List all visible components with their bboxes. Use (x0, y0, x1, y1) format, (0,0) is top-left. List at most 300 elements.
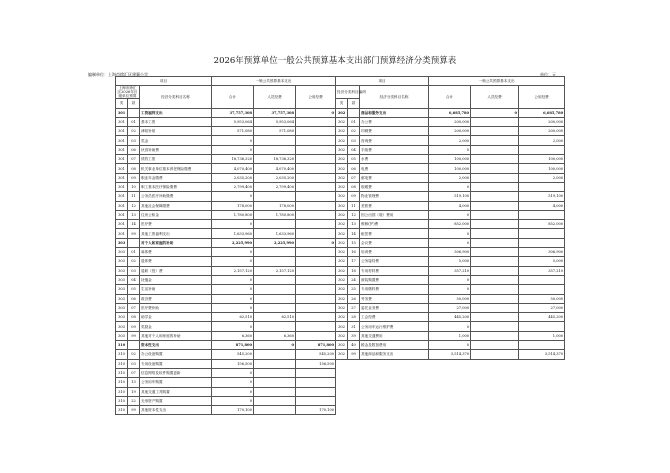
cell-left-5 (296, 229, 336, 238)
cell-right-3: 0 (429, 182, 471, 191)
cell-left-5 (296, 248, 336, 257)
table-row (116, 322, 565, 331)
cell-left-5 (296, 285, 336, 294)
cell-left-1: 10 (128, 182, 140, 191)
cell-right-4 (471, 192, 519, 201)
table-row (116, 331, 565, 340)
cell-right-1: 13 (348, 220, 360, 229)
cell-left-0: 301 (116, 136, 128, 145)
cell-right-3: 1,000 (429, 331, 471, 340)
cell-left-0: 301 (116, 201, 128, 210)
cell-right-2: 税金及附加费用 (360, 341, 429, 350)
cell-left-0: 303 (116, 266, 128, 275)
table-row (116, 210, 565, 219)
cell-left-4 (254, 350, 296, 359)
cell-left-5 (296, 387, 336, 396)
cell-right-4 (471, 173, 519, 182)
cell-right-3: 0 (429, 322, 471, 331)
cell-left-2: 办公设备购置 (140, 350, 212, 359)
header-econ-name-left: 经济分类科目名称 (140, 86, 212, 108)
cell-left-1: 03 (128, 266, 140, 275)
cell-left-5 (296, 155, 336, 164)
page-title: 2026年预算单位一般公共预算基本支出部门预算经济分类预算表 (213, 56, 457, 66)
cell-left-3: 0 (212, 257, 254, 266)
cell-right-1: 03 (348, 136, 360, 145)
cell-left-3: 0 (212, 145, 254, 154)
cell-right-2: 手续费 (360, 145, 429, 154)
cell-right-5: 100,000 (519, 164, 565, 173)
cell-left-3: 0 (212, 322, 254, 331)
table-row (116, 238, 565, 247)
table-row (116, 201, 565, 210)
cell-right-1: 08 (348, 182, 360, 191)
table-row (116, 220, 565, 229)
cell-right-2: 咨询费 (360, 136, 429, 145)
cell-right-1 (348, 108, 360, 117)
cell-left-0: 301 (116, 220, 128, 229)
cell-left-5 (296, 313, 336, 322)
cell-left-1: 07 (128, 368, 140, 377)
cell-left-5 (296, 145, 336, 154)
cell-left-1: 05 (128, 285, 140, 294)
cell-right-5: 3,514,370 (519, 350, 565, 359)
cell-right-4 (471, 322, 519, 331)
cell-right-1: 28 (348, 313, 360, 322)
cell-right-0: 302 (336, 341, 348, 350)
cell-right-5: 6,685,780 (519, 108, 565, 117)
cell-left-0: 303 (116, 285, 128, 294)
cell-left-5: 156,500 (296, 359, 336, 368)
cell-right-5: 27,000 (519, 303, 565, 312)
table-row (116, 182, 565, 191)
cell-right-3: 27,000 (429, 303, 471, 312)
cell-right-1: 02 (348, 127, 360, 136)
cell-right-3: 2,000 (429, 136, 471, 145)
cell-right-5 (519, 229, 565, 238)
table-row (116, 248, 565, 257)
cell-right-5 (519, 182, 565, 191)
cell-right-0: 302 (336, 220, 348, 229)
table-row (116, 387, 565, 396)
header-personnel-left: 人员经费 (254, 86, 296, 108)
cell-left-1: 07 (128, 155, 140, 164)
cell-left-5 (296, 117, 336, 126)
cell-left-5 (296, 294, 336, 303)
cell-left-0: 310 (116, 387, 128, 396)
cell-left-4 (254, 294, 296, 303)
cell-left-4 (254, 359, 296, 368)
cell-right-1: 39 (348, 331, 360, 340)
cell-left-4: 62,510 (254, 313, 296, 322)
cell-left-3: 0 (212, 220, 254, 229)
cell-right-5: 852,000 (519, 220, 565, 229)
cell-right-3: 0 (429, 275, 471, 284)
cell-right-4 (471, 294, 519, 303)
cell-right-1: 27 (348, 303, 360, 312)
cell-right-2: 工会经费 (360, 313, 429, 322)
cell-right-3: 0 (429, 210, 471, 219)
cell-left-0: 301 (116, 155, 128, 164)
cell-right-0: 302 (336, 155, 348, 164)
cell-right-1: 05 (348, 155, 360, 164)
header-econ-name-right: 经济分类科目名称 (360, 86, 429, 108)
cell-left-5: 0 (296, 238, 336, 247)
cell-left-1: 09 (128, 322, 140, 331)
cell-left-5 (296, 136, 336, 145)
table-row (116, 136, 565, 145)
currency-label: 单位：元 (540, 72, 556, 77)
cell-left-3: 0 (212, 396, 254, 405)
cell-right-5 (519, 210, 565, 219)
cell-left-1: 99 (128, 406, 140, 415)
header-total-right: 合计 (429, 86, 471, 108)
cell-right-0: 302 (336, 248, 348, 257)
cell-left-2: 奖励金 (140, 322, 212, 331)
table-row (116, 275, 565, 284)
cell-left-2: 其他工资福利支出 (140, 229, 212, 238)
cell-left-0: 303 (116, 331, 128, 340)
cell-right-4 (471, 155, 519, 164)
cell-right-1: 26 (348, 294, 360, 303)
cell-left-3: 6,360 (212, 331, 254, 340)
cell-right-0: 302 (336, 275, 348, 284)
cell-right-4 (471, 220, 519, 229)
cell-left-2: 职业年金缴费 (140, 173, 212, 182)
header-kuan-left: 款 (128, 99, 140, 108)
cell-left-2: 其他对个人和家庭的补助 (140, 331, 212, 340)
cell-left-3: 0 (212, 303, 254, 312)
cell-right-2: 邮电费 (360, 173, 429, 182)
cell-right-0: 302 (336, 322, 348, 331)
cell-left-3: 0 (212, 368, 254, 377)
cell-left-5: 545,200 (296, 350, 336, 359)
cell-left-3: 0 (212, 294, 254, 303)
cell-left-0: 301 (116, 229, 128, 238)
cell-left-3: 571,080 (212, 127, 254, 136)
cell-left-3: 156,500 (212, 359, 254, 368)
cell-right-1: 09 (348, 192, 360, 201)
cell-right-0: 302 (336, 294, 348, 303)
table-row (116, 378, 565, 387)
table-row (116, 350, 565, 359)
cell-left-3: 0 (212, 192, 254, 201)
cell-right-3: 0 (429, 238, 471, 247)
cell-right-3: 5,000 (429, 257, 471, 266)
cell-right-0: 302 (336, 136, 348, 145)
header-total-left: 合计 (212, 86, 254, 108)
cell-left-4 (254, 145, 296, 154)
cell-right-4 (471, 136, 519, 145)
cell-left-3: 2,225,990 (212, 238, 254, 247)
cell-right-4 (471, 127, 519, 136)
cell-right-2: 被装购置费 (360, 275, 429, 284)
cell-right-3: 306,900 (429, 248, 471, 257)
cell-right-1: 40 (348, 341, 360, 350)
cell-right-2: 公务接待费 (360, 257, 429, 266)
cell-left-4 (254, 285, 296, 294)
table-row (116, 257, 565, 266)
cell-left-5 (296, 173, 336, 182)
cell-right-1: 15 (348, 238, 360, 247)
cell-left-3: 5,953,064 (212, 117, 254, 126)
cell-left-5: 871,800 (296, 341, 336, 350)
cell-left-0: 301 (116, 173, 128, 182)
cell-left-2: 公务员医疗补助缴费 (140, 192, 212, 201)
cell-right-4 (471, 350, 519, 359)
cell-left-0: 310 (116, 396, 128, 405)
cell-right-1: 24 (348, 275, 360, 284)
cell-right-4 (471, 145, 519, 154)
cell-left-3: 178,000 (212, 201, 254, 210)
cell-left-4 (254, 248, 296, 257)
cell-right-4 (471, 164, 519, 173)
cell-right-4 (471, 210, 519, 219)
cell-left-0: 303 (116, 294, 128, 303)
cell-left-1: 08 (128, 313, 140, 322)
cell-right-5: 357,210 (519, 266, 565, 275)
cell-right-2: 培训费 (360, 248, 429, 257)
cell-right-3: 0 (429, 145, 471, 154)
cell-right-1: 18 (348, 266, 360, 275)
cell-left-1: 03 (128, 136, 140, 145)
cell-left-4 (254, 303, 296, 312)
cell-right-4 (471, 117, 519, 126)
header-row-2 (116, 86, 565, 99)
cell-left-0: 301 (116, 108, 128, 117)
table-row (116, 303, 565, 312)
header-lei-left: 类 (116, 99, 128, 108)
cell-right-0: 302 (336, 331, 348, 340)
cell-left-1: 13 (128, 210, 140, 219)
cell-right-0: 302 (336, 108, 348, 117)
cell-left-0: 303 (116, 275, 128, 284)
cell-right-3: 3,514,370 (429, 350, 471, 359)
cell-left-2: 信息网络及软件购置更新 (140, 368, 212, 377)
cell-left-5 (296, 322, 336, 331)
cell-left-2: 基本工资 (140, 117, 212, 126)
cell-right-1: 12 (348, 210, 360, 219)
cell-left-4: 1,780,800 (254, 210, 296, 219)
cell-right-0: 302 (336, 229, 348, 238)
cell-right-0: 302 (336, 201, 348, 210)
cell-left-1: 01 (128, 248, 140, 257)
cell-left-2: 离休费 (140, 248, 212, 257)
cell-left-5 (296, 368, 336, 377)
cell-right-2: 差旅费 (360, 201, 429, 210)
cell-left-1: 02 (128, 350, 140, 359)
header-lei-right: 类 (336, 99, 348, 108)
cell-right-2: 电费 (360, 164, 429, 173)
cell-right-0: 302 (336, 266, 348, 275)
cell-right-5: 1,000 (519, 331, 565, 340)
table-row (116, 359, 565, 368)
cell-right-4 (471, 285, 519, 294)
cell-right-0: 302 (336, 285, 348, 294)
cell-left-5 (296, 192, 336, 201)
cell-right-2: 取暖费 (360, 182, 429, 191)
cell-left-1 (128, 238, 140, 247)
cell-left-2: 津贴补贴 (140, 127, 212, 136)
cell-right-5: 100,000 (519, 155, 565, 164)
cell-left-2: 退职（役）费 (140, 266, 212, 275)
cell-right-2: 公务用车运行维护费 (360, 322, 429, 331)
cell-right-3: 6,685,780 (429, 108, 471, 117)
cell-left-4: 0 (254, 341, 296, 350)
cell-left-3: 0 (212, 285, 254, 294)
cell-left-0: 310 (116, 406, 128, 415)
table-row (116, 406, 565, 415)
cell-right-3: 852,000 (429, 220, 471, 229)
cell-right-4: 0 (471, 108, 519, 117)
cell-left-3: 1,633,960 (212, 229, 254, 238)
cell-right-4 (471, 275, 519, 284)
header-public-left: 公用经费 (296, 86, 336, 108)
cell-left-1: 01 (128, 117, 140, 126)
cell-right-2: 商品和服务支出 (360, 108, 429, 117)
cell-right-5 (519, 322, 565, 331)
cell-right-3: 100,000 (429, 164, 471, 173)
cell-left-1 (128, 341, 140, 350)
cell-left-2: 其他资本性支出 (140, 406, 212, 415)
cell-right-4 (471, 303, 519, 312)
cell-right-1: 17 (348, 257, 360, 266)
cell-left-3: 2,035,200 (212, 173, 254, 182)
cell-right-3: 0 (429, 285, 471, 294)
cell-right-5 (519, 238, 565, 247)
cell-left-4 (254, 368, 296, 377)
cell-left-4 (254, 396, 296, 405)
table-row (116, 313, 565, 322)
cell-right-5 (519, 275, 565, 284)
cell-left-5: 0 (296, 108, 336, 117)
cell-left-4: 37,757,308 (254, 108, 296, 117)
cell-left-0: 301 (116, 182, 128, 191)
cell-left-2: 其他交通工具购置 (140, 387, 212, 396)
cell-left-2: 职工基本医疗保险缴费 (140, 182, 212, 191)
cell-left-3: 545,200 (212, 350, 254, 359)
cell-right-3: 445,200 (429, 313, 471, 322)
cell-left-1: 13 (128, 378, 140, 387)
cell-left-0: 303 (116, 322, 128, 331)
cell-right-3: 100,000 (429, 155, 471, 164)
cell-right-4 (471, 201, 519, 210)
cell-left-2: 对个人和家庭的补助 (140, 238, 212, 247)
cell-left-2: 机关事业单位基本养老保险缴费 (140, 164, 212, 173)
cell-left-4 (254, 387, 296, 396)
header-gp-right: 一般公共预算基本支出 (429, 77, 565, 86)
cell-right-3: 357,210 (429, 266, 471, 275)
cell-left-4: 2,799,400 (254, 182, 296, 191)
cell-right-4 (471, 266, 519, 275)
header-econ-code: 经济分类科目编码 (336, 86, 360, 99)
unit-label: 编制单位：上海市徐汇区建襄小学 (88, 72, 148, 77)
cell-left-1: 02 (128, 127, 140, 136)
cell-right-5 (519, 285, 565, 294)
cell-left-4 (254, 136, 296, 145)
cell-left-2: 医疗费 (140, 220, 212, 229)
cell-right-3: 200,000 (429, 127, 471, 136)
cell-left-1: 07 (128, 303, 140, 312)
cell-left-3: 0 (212, 275, 254, 284)
cell-left-0: 301 (116, 192, 128, 201)
cell-right-5: 2,000 (519, 173, 565, 182)
cell-right-1: 25 (348, 285, 360, 294)
cell-left-0: 310 (116, 368, 128, 377)
cell-left-1: 06 (128, 294, 140, 303)
cell-left-0: 310 (116, 359, 128, 368)
cell-right-2: 会议费 (360, 238, 429, 247)
cell-left-4 (254, 378, 296, 387)
cell-left-4: 18,736,320 (254, 155, 296, 164)
cell-left-4: 571,080 (254, 127, 296, 136)
cell-left-3: 871,800 (212, 341, 254, 350)
cell-right-3: 4,000 (429, 201, 471, 210)
cell-left-1: 08 (128, 164, 140, 173)
table-row (116, 229, 565, 238)
cell-right-2: 因公出国（境）费用 (360, 210, 429, 219)
cell-right-0: 302 (336, 127, 348, 136)
cell-right-1: 07 (348, 173, 360, 182)
cell-left-2: 公务用车购置 (140, 378, 212, 387)
cell-right-2: 委托业务费 (360, 303, 429, 312)
cell-right-0: 302 (336, 350, 348, 359)
cell-right-3: 519,100 (429, 192, 471, 201)
cell-right-3: 200,000 (429, 117, 471, 126)
cell-left-0: 301 (116, 164, 128, 173)
cell-left-2: 救济费 (140, 294, 212, 303)
cell-left-5 (296, 257, 336, 266)
cell-right-2: 其他交通费用 (360, 331, 429, 340)
cell-left-3: 0 (212, 378, 254, 387)
cell-left-4: 2,225,990 (254, 238, 296, 247)
cell-left-4: 5,953,064 (254, 117, 296, 126)
cell-right-5: 5,000 (519, 257, 565, 266)
cell-left-5 (296, 396, 336, 405)
cell-right-4 (471, 313, 519, 322)
cell-right-2: 专用燃料费 (360, 285, 429, 294)
cell-right-0: 302 (336, 257, 348, 266)
header-personnel-right: 人员经费 (471, 86, 519, 108)
cell-left-0: 301 (116, 145, 128, 154)
cell-right-5: 519,100 (519, 192, 565, 201)
cell-left-4 (254, 406, 296, 415)
cell-left-2: 资本性支出 (140, 341, 212, 350)
cell-left-5 (296, 220, 336, 229)
cell-left-1: 06 (128, 145, 140, 154)
cell-left-3: 4,070,400 (212, 164, 254, 173)
table-row (116, 285, 565, 294)
cell-left-5 (296, 331, 336, 340)
cell-left-3: 170,100 (212, 406, 254, 415)
cell-left-4: 178,000 (254, 201, 296, 210)
cell-left-2: 抚恤金 (140, 275, 212, 284)
cell-left-0: 303 (116, 248, 128, 257)
table-row (116, 192, 565, 201)
table-row (116, 266, 565, 275)
cell-right-5: 4,000 (519, 201, 565, 210)
cell-left-1: 99 (128, 331, 140, 340)
cell-right-5: 2,000 (519, 136, 565, 145)
table-row (116, 164, 565, 173)
cell-right-5 (519, 145, 565, 154)
cell-left-4: 2,035,200 (254, 173, 296, 182)
cell-left-1: 03 (128, 359, 140, 368)
cell-left-1: 11 (128, 192, 140, 201)
cell-left-2: 绩效工资 (140, 155, 212, 164)
cell-left-1: 22 (128, 396, 140, 405)
cell-left-5 (296, 378, 336, 387)
header-project-right: 项目 (336, 77, 429, 86)
